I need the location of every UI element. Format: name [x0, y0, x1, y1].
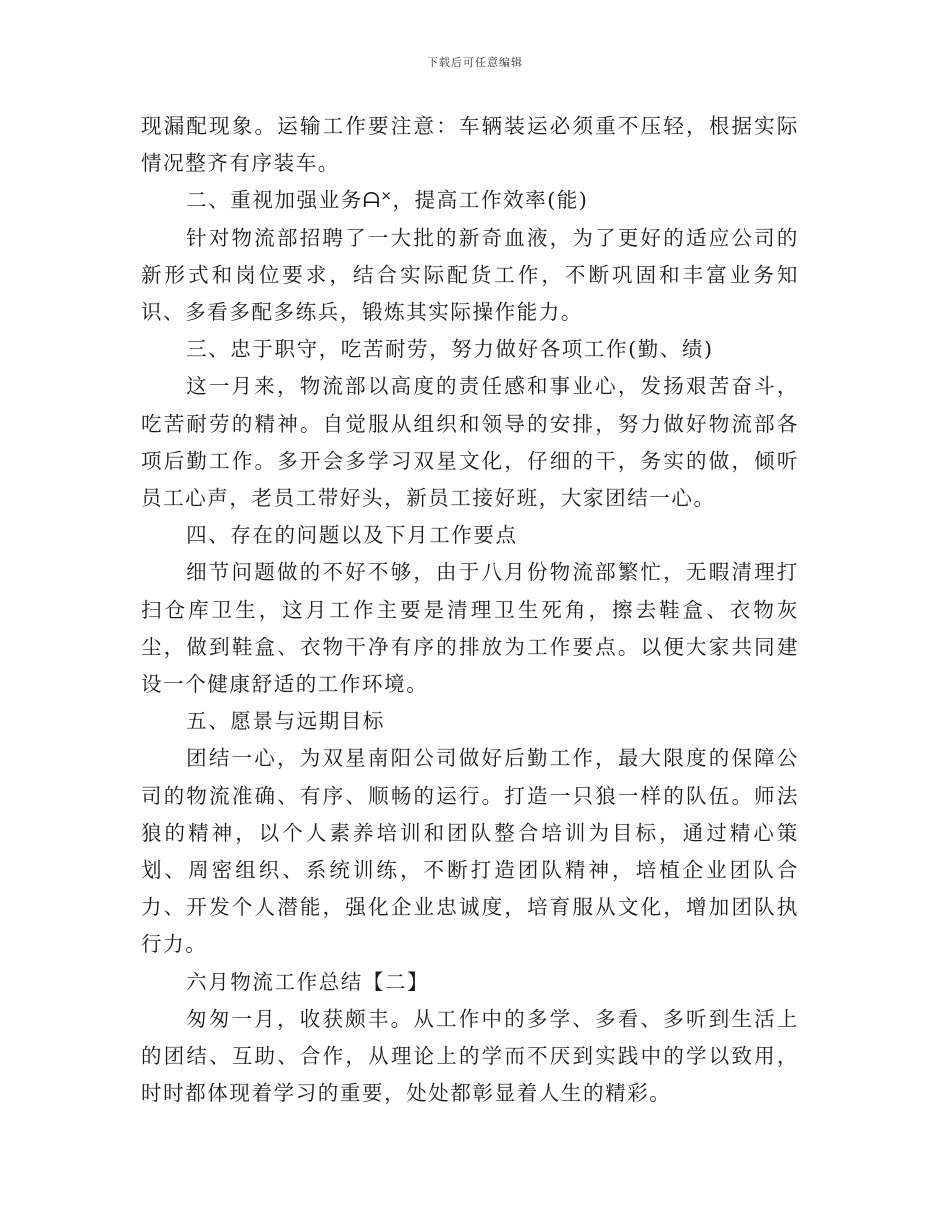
section-heading-2: 二、重视加强业务ᗩᕁ，提高工作效率(能): [186, 188, 589, 213]
page-header: 下载后可任意编辑: [427, 56, 523, 69]
paragraph-continuation: 现漏配现象。运输工作要注意：车辆装运必须重不压轻，根据实际情况整齐有序装车。: [141, 114, 799, 176]
paragraph: 团结一心，为双星南阳公司做好后勤工作，最大限度的保障公司的物流准确、有序、顺畅的运行。打造一只狼一样的队伍。师法狼的精神，以个人素养培训和团队整合培训为目标，通过精心策划、周密组织、系统训练，不断打造团队精神，培植企业团队合力、开发个人潜能，强化企业忠诚度，培育服从文化，增加团队执行力。: [141, 746, 799, 957]
paragraph: 这一月来，物流部以高度的责任感和事业心，发扬艰苦奋斗，吃苦耐劳的精神。自觉服从组织和领导的安排，努力做好物流部各项后勤工作。多开会多学习双星文化，仔细的干，务实的做，倾听员工心声，老员工带好头，新员工接好班，大家团结一心。: [141, 374, 799, 511]
document-body: [141, 108, 799, 1112]
section-heading-4: 四、存在的问题以及下月工作要点: [186, 523, 518, 548]
paragraph: 针对物流部招聘了一大批的新奇血液，为了更好的适应公司的新形式和岗位要求，结合实际配货工作，不断巩固和丰富业务知识、多看多配多练兵，锻炼其实际操作能力。: [141, 225, 799, 325]
document-subtitle: 六月物流工作总结【二】: [186, 969, 430, 994]
paragraph: 匆匆一月，收获颇丰。从工作中的多学、多看、多听到生活上的团结、互助、合作，从理论上的学而不厌到实践中的学以致用，时时都体现着学习的重要，处处都彰显着人生的精彩。: [141, 1006, 799, 1106]
section-heading-3: 三、忠于职守，吃苦耐劳，努力做好各项工作(勤、绩): [186, 337, 714, 362]
paragraph: 细节问题做的不好不够，由于八月份物流部繁忙，无暇清理打扫仓库卫生，这月工作主要是清理卫生死角，擦去鞋盒、衣物灰尘，做到鞋盒、衣物干净有序的排放为工作要点。以便大家共同建设一个健康舒适的工作环境。: [141, 560, 799, 697]
section-heading-5: 五、愿景与远期目标: [186, 709, 385, 734]
